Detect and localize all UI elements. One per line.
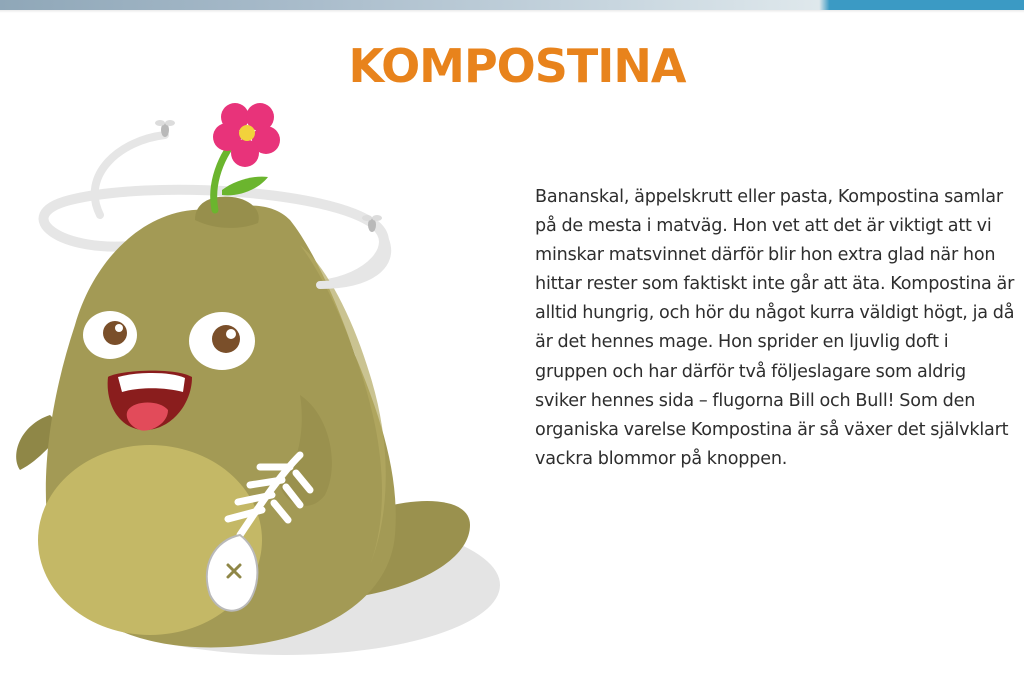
left-pupil [103, 321, 127, 345]
top-banner-shadow [0, 10, 1024, 13]
character-description: Bananskal, äppelskrutt eller pasta, Kompostina samlar på de mesta i matväg. Hon vet att det är viktigt att vi minskar matsvinnet därför blir hon extra glad när hon hittar rester som faktiskt inte går att äta. Kompostina är alltid hungrig, och hör du något kurra väldigt högt, ja då är det hennes mage. Hon sprider en ljuvlig doft i gruppen och har därför två följeslagare som aldrig sviker hennes sida – flugorna Bill och Bull! Som den organiska varelse Kompostina är så växer det självklart vackra blommor på knoppen. [535, 187, 1015, 469]
right-pupil [212, 325, 240, 353]
kompostina-illustration [0, 95, 520, 685]
top-banner-strip [0, 0, 1024, 10]
head-knob [195, 197, 259, 228]
page-title: KOMPOSTINA [348, 39, 686, 93]
